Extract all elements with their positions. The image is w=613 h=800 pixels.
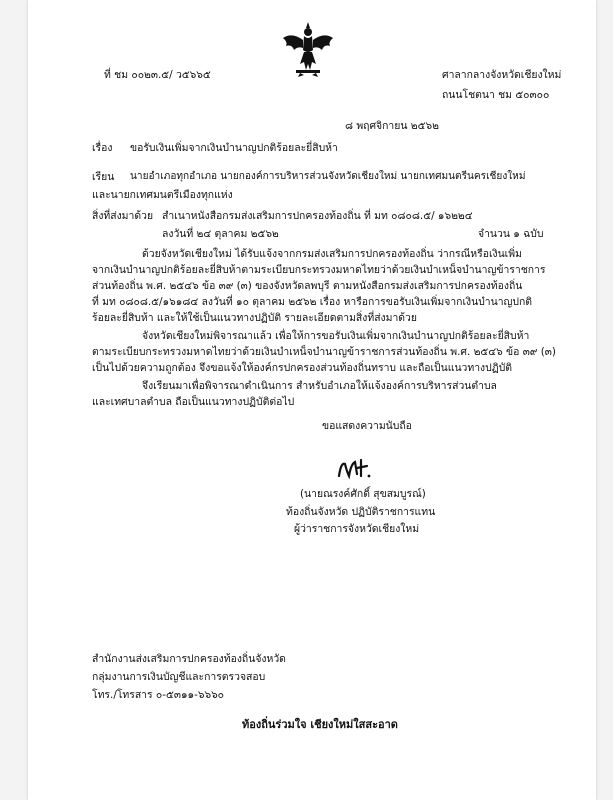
recipient-line1: นายอำเภอทุกอำเภอ นายกองค์การบริหารส่วนจังหวัดเชียงใหม่ นายกเทศมนตรีนครเชียงใหม่ (130, 171, 526, 182)
issuing-office: สำนักงานส่งเสริมการปกครองท้องถิ่นจังหวัด (92, 653, 286, 665)
signature-icon (335, 456, 375, 482)
subject-label: เรื่อง (92, 142, 113, 154)
closing-salutation: ขอแสดงความนับถือ (322, 420, 412, 432)
paragraph-line: ส่วนท้องถิ่น พ.ศ. ๒๕๔๖ ข้อ ๓๙ (๓) ของจังหวัดลพบุรี ตามหนังสือกรมส่งเสริมการปกครองท้องถิ่น (92, 280, 523, 292)
paragraph-line: เป็นไปด้วยความถูกต้อง จึงขอแจ้งให้องค์กรปกครองส่วนท้องถิ่นทราบ และถือเป็นแนวทางปฏิบัติ (92, 362, 513, 374)
body-paragraph-3 (92, 378, 562, 410)
recipient-label: เรียน (92, 171, 115, 183)
document-date: ๘ พฤศจิกายน ๒๕๖๒ (345, 120, 439, 132)
paragraph-line: จึงเรียนมาเพื่อพิจารณาดำเนินการ สำหรับอำเภอให้แจ้งองค์การบริหารส่วนตำบล (142, 380, 497, 392)
enclosure-label: สิ่งที่ส่งมาด้วย (92, 210, 154, 222)
office-address-line1: ศาลากลางจังหวัดเชียงใหม่ (442, 69, 562, 81)
office-address-line2: ถนนโชตนา ชม ๕๐๓๐๐ (442, 89, 550, 101)
slogan: ท้องถิ่นร่วมใจ เชียงใหม่ใสสะอาด (242, 718, 398, 731)
body-paragraph-1 (92, 246, 562, 326)
paragraph-line: ที่ มท ๐๘๐๘.๕/๑๖๑๘๔ ลงวันที่ ๑๐ ตุลาคม ๒๕๖๒ เรื่อง หารือการขอรับเงินเพิ่มจากเงินบำนาญปกติ (92, 296, 533, 308)
paragraph-line: จังหวัดเชียงใหม่พิจารณาแล้ว เพื่อให้การขอรับเงินเพิ่มจากเงินบำนาญปกติร้อยละยี่สิบห้า (142, 330, 530, 342)
signatory-title-line2: ผู้ว่าราชการจังหวัดเชียงใหม่ (294, 523, 420, 535)
paragraph-line: ตามระเบียบกระทรวงมหาดไทยว่าด้วยเงินบำเหน็จบำนาญข้าราชการส่วนท้องถิ่น พ.ศ. ๒๕๔๖ ข้อ ๓๙ (๓) (92, 346, 556, 358)
enclosure-quantity: จำนวน ๑ ฉบับ (478, 228, 544, 240)
paragraph-line: จากเงินบำนาญปกติร้อยละยี่สิบห้าตามระเบียบกระทรวงมหาดไทยว่าด้วยเงินบำเหน็จบำนาญข้าราชการ (92, 264, 546, 276)
signatory-name: (นายณรงค์ศักดิ์ สุขสมบูรณ์) (300, 488, 426, 500)
paragraph-line: ร้อยละยี่สิบห้า และให้ใช้เป็นแนวทางปฏิบัติ รายละเอียดตามสิ่งที่ส่งมาด้วย (92, 312, 417, 324)
garuda-emblem-icon (280, 20, 336, 78)
enclosure-line1: สำเนาหนังสือกรมส่งเสริมการปกครองท้องถิ่น ที่ มท ๐๘๐๘.๕/ ๑๖๒๒๔ (162, 210, 473, 222)
reference-number: ที่ ชม ๐๐๒๓.๕/ ว๕๖๖๕ (104, 69, 211, 81)
body-paragraph-2 (92, 328, 562, 376)
subject-text: ขอรับเงินเพิ่มจากเงินบำนาญปกติร้อยละยี่สิบห้า (130, 142, 338, 154)
paragraph-line: และเทศบาลตำบล ถือเป็นแนวทางปฏิบัติต่อไป (92, 396, 295, 408)
contact-phone: โทร./โทรสาร ๐-๕๓๑๑-๖๖๖๐ (92, 689, 225, 701)
recipient-line2: และนายกเทศมนตรีเมืองทุกแห่ง (92, 189, 233, 201)
signatory-title-line1: ท้องถิ่นจังหวัด ปฏิบัติราชการแทน (286, 506, 436, 518)
paragraph-line: ด้วยจังหวัดเชียงใหม่ ได้รับแจ้งจากกรมส่งเสริมการปกครองท้องถิ่น ว่ากรณีหรือเงินเพิ่ม (142, 248, 522, 260)
enclosure-line2: ลงวันที่ ๒๔ ตุลาคม ๒๕๖๒ (162, 228, 279, 240)
issuing-group: กลุ่มงานการเงินบัญชีและการตรวจสอบ (92, 671, 266, 683)
